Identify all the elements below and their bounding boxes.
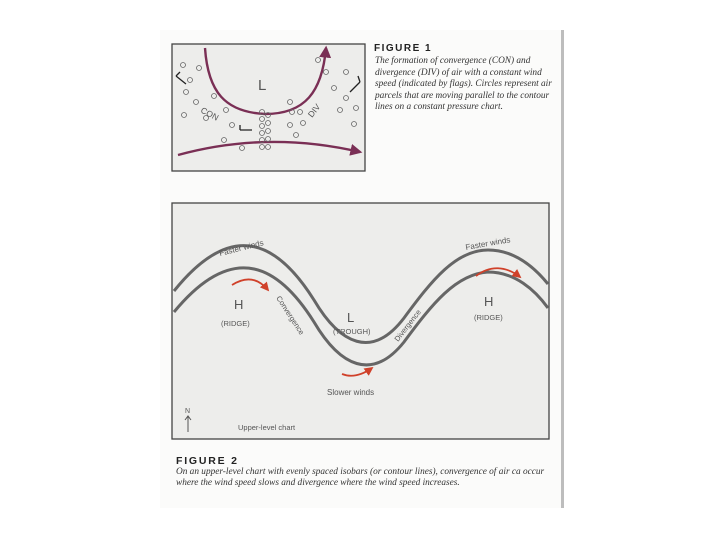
- slower-winds-label: Slower winds: [327, 388, 375, 397]
- chart-type-label: Upper-level chart: [238, 423, 296, 432]
- figure2-title: FIGURE 2: [176, 455, 239, 467]
- trough-label: (TROUGH): [333, 327, 371, 336]
- faster-winds-right-label: Faster winds: [464, 235, 512, 252]
- high-right-label: H: [484, 294, 494, 309]
- fig1-low-label: L: [258, 77, 267, 94]
- fig1-div-label: DIV: [305, 101, 323, 120]
- figure1-caption: The formation of convergence (CON) and divergence (DIV) of air with a constant wind speed (indicated by flags). Circles represent air parcels that are moving parallel to the contour lines on a constant pressure chart.: [375, 56, 552, 113]
- figure1-title: FIGURE 1: [374, 43, 433, 54]
- ridge-left-label: (RIDGE): [221, 319, 250, 328]
- divergence-label: Divergence: [392, 307, 423, 344]
- fig1-con-label: CON: [199, 104, 221, 123]
- faster-winds-left-label: Faster winds: [218, 238, 265, 258]
- figure1-diagram: [172, 44, 365, 171]
- north-label: N: [185, 408, 191, 415]
- convergence-label: Convergence: [274, 294, 307, 337]
- high-left-label: H: [234, 297, 244, 312]
- figure2-diagram: [172, 203, 549, 439]
- low-label: L: [347, 310, 355, 325]
- ridge-right-label: (RIDGE): [474, 313, 503, 322]
- figure2-caption: On an upper-level chart with evenly spaced isobars (or contour lines), convergence of air ca occur where the wind speed slows and divergence where the wind speed increases.: [176, 467, 545, 488]
